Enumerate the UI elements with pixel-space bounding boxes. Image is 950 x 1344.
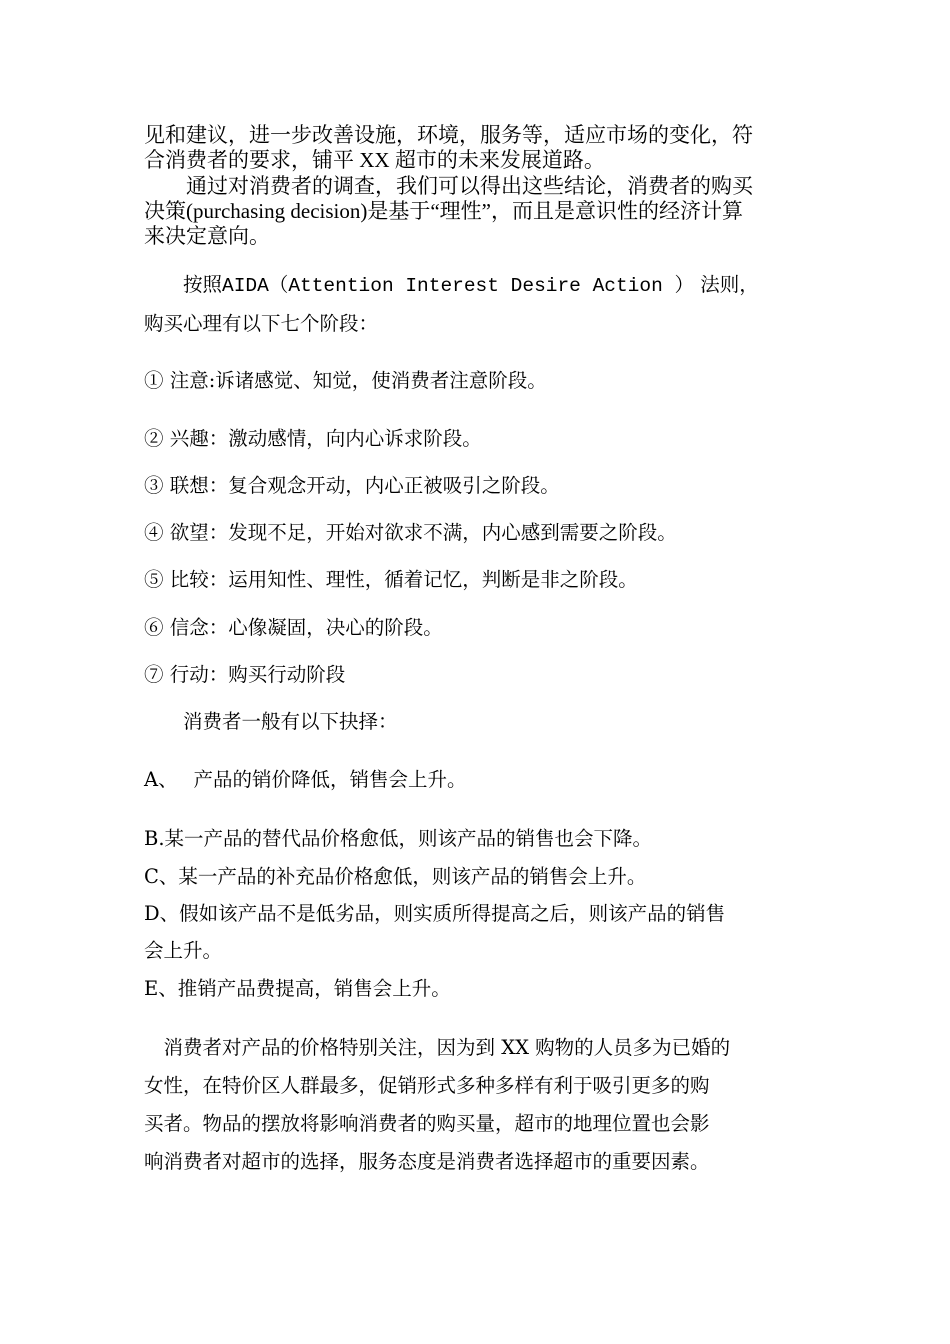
aida-formula: AIDA（Attention Interest Desire Action ） bbox=[222, 275, 694, 297]
stage-item: ④ 欲望：发现不足，开始对欲求不满，内心感到需要之阶段。 bbox=[144, 521, 677, 544]
text-line: 决策(purchasing decision)是基于“理性”，而且是意识性的经济计算 bbox=[144, 199, 744, 223]
text-line: 购买心理有以下七个阶段： bbox=[144, 312, 379, 335]
choice-item-c: C、某一产品的补充品价格愈低，则该产品的销售会上升。 bbox=[144, 865, 647, 888]
text-line: 会上升。 bbox=[144, 939, 223, 962]
choice-item-a: A、 产品的销价降低，销售会上升。 bbox=[144, 768, 467, 791]
text-line: D、假如该产品不是低劣品，则实质所得提高之后，则该产品的销售 bbox=[144, 902, 726, 925]
text-line: 消费者对产品的价格特别关注，因为到 XX 购物的人员多为已婚的 bbox=[144, 1036, 731, 1059]
paragraph-intro bbox=[144, 123, 808, 173]
text-line: 响消费者对超市的选择，服务态度是消费者选择超市的重要因素。 bbox=[144, 1150, 710, 1173]
stage-item: ① 注意:诉诸感觉、知觉，使消费者注意阶段。 bbox=[144, 369, 547, 392]
choice-item-d bbox=[144, 895, 808, 969]
paragraph-aida bbox=[144, 266, 808, 342]
choice-item-e: E、推销产品费提高，销售会上升。 bbox=[144, 977, 451, 1000]
text-line: 合消费者的要求，铺平 XX 超市的未来发展道路。 bbox=[144, 148, 605, 172]
aida-suffix: 法则， bbox=[694, 273, 759, 296]
text-line: 来决定意向。 bbox=[144, 224, 270, 248]
stage-item: ③ 联想：复合观念开动，内心正被吸引之阶段。 bbox=[144, 474, 560, 497]
choice-item-b: B.某一产品的替代品价格愈低，则该产品的销售也会下降。 bbox=[144, 827, 653, 850]
stage-item: ⑦ 行动：购买行动阶段 bbox=[144, 663, 346, 686]
text-line: 见和建议，进一步改善设施，环境，服务等，适应市场的变化，符 bbox=[144, 123, 753, 147]
text-line: 女性，在特价区人群最多，促销形式多种多样有利于吸引更多的购 bbox=[144, 1074, 710, 1097]
aida-prefix: 按照 bbox=[144, 273, 223, 296]
stage-item: ⑤ 比较：运用知性、理性，循着记忆，判断是非之阶段。 bbox=[144, 568, 638, 591]
stage-item: ⑥ 信念：心像凝固，决心的阶段。 bbox=[144, 616, 443, 639]
text-line: 通过对消费者的调查，我们可以得出这些结论，消费者的购买 bbox=[144, 174, 753, 198]
paragraph-closing bbox=[144, 1029, 808, 1181]
paragraph-conclusion bbox=[144, 174, 808, 249]
text-line bbox=[144, 266, 808, 305]
text-line: 买者。物品的摆放将影响消费者的购买量，超市的地理位置也会影 bbox=[144, 1112, 710, 1135]
choice-intro: 消费者一般有以下抉择： bbox=[144, 710, 398, 733]
stage-item: ② 兴趣：激动感情，向内心诉求阶段。 bbox=[144, 427, 482, 450]
